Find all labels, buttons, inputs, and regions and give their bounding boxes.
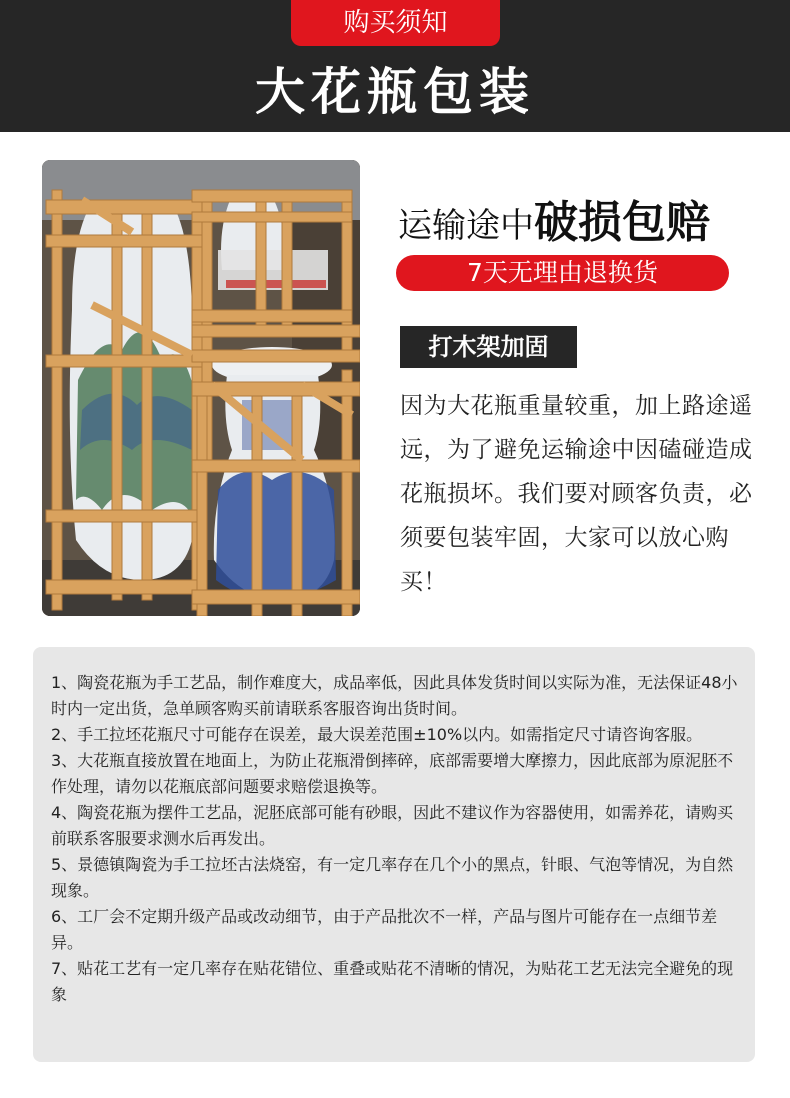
packaging-description: 因为大花瓶重量较重，加上路途遥远，为了避免运输途中因磕碰造成花瓶损坏。我们要对顾客负责，必须要包装牢固，大家可以放心购买！ [400,393,753,595]
notes-list [51,670,741,1008]
crated-vases-photo [42,160,360,616]
header-bar [0,0,790,132]
note-item: 7、贴花工艺有一定几率存在贴花错位、重叠或贴花不清晰的情况，为贴花工艺无法完全避免的现象 [51,959,734,1004]
headline-bold: 破损包赔 [534,197,710,248]
headline [398,186,710,250]
purchase-notice-badge: 购买须知 [291,0,500,46]
note-item: 3、大花瓶直接放置在地面上，为防止花瓶滑倒摔碎，底部需要增大摩擦力，因此底部为原泥胚不作处理，请勿以花瓶底部问题要求赔偿退换等。 [51,751,734,796]
return-policy-pill: 7天无理由退换货 [396,255,729,291]
notes-panel [33,647,755,1062]
note-item: 5、景德镇陶瓷为手工拉坯古法烧窑，有一定几率存在几个小的黑点，针眼、气泡等情况，为自然现象。 [51,855,734,900]
note-item: 6、工厂会不定期升级产品或改动细节，由于产品批次不一样，产品与图片可能存在一点细节差异。 [51,907,718,952]
note-item: 1、陶瓷花瓶为手工艺品，制作难度大，成品率低，因此具体发货时间以实际为准，无法保证48小时内一定出货，急单顾客购买前请联系客服咨询出货时间。 [51,673,738,718]
note-item: 2、手工拉坯花瓶尺寸可能存在误差，最大误差范围±10%以内。如需指定尺寸请咨询客服。 [51,725,703,744]
headline-light: 运输途中 [398,206,534,246]
reinforcement-tag: 打木架加固 [400,326,577,368]
page-title: 大花瓶包装 [255,62,535,121]
note-item: 4、陶瓷花瓶为摆件工艺品，泥胚底部可能有砂眼，因此不建议作为容器使用，如需养花，请购买前联系客服要求测水后再发出。 [51,803,734,848]
